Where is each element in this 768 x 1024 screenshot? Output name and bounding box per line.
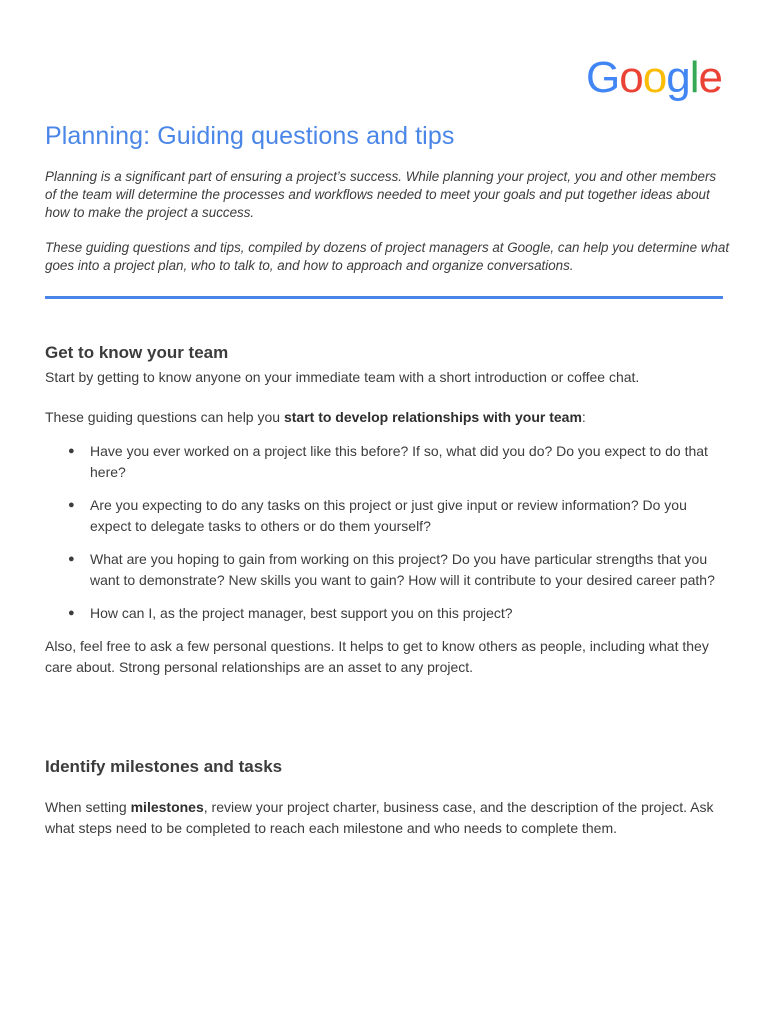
list-item-text: What are you hoping to gain from working on this project? Do you have particular strengths that you want to demonstrate? New skills you want to gain? How will it contribute to your desired career path? xyxy=(90,551,715,588)
body-paragraph xyxy=(45,797,730,839)
text-span: When setting xyxy=(45,799,131,815)
section-heading: Identify milestones and tasks xyxy=(45,757,283,776)
list-item-text: Are you expecting to do any tasks on this project or just give input or review information? Do you expect to delegate tasks to others or do them yourself? xyxy=(90,497,687,534)
bullet-dot: ● xyxy=(68,499,75,511)
page-title: Planning: Guiding questions and tips xyxy=(45,122,455,150)
text-span: These guiding questions can help you xyxy=(45,409,284,425)
logo-letter: l xyxy=(689,53,699,102)
list-item-text: How can I, as the project manager, best support you on this project? xyxy=(90,605,513,621)
bold-text: milestones xyxy=(130,799,204,815)
bullet-dot: ● xyxy=(68,445,75,457)
section-divider xyxy=(45,296,723,299)
body-paragraph: Start by getting to know anyone on your immediate team with a short introduction or coffee chat. xyxy=(45,369,640,385)
list-item-text: Have you ever worked on a project like this before? If so, what did you do? Do you expect to do that here? xyxy=(90,443,708,480)
bullet-dot: ● xyxy=(68,607,75,619)
body-paragraph xyxy=(45,407,730,428)
bold-text: start to develop relationships with your team xyxy=(283,409,582,425)
google-logo xyxy=(586,53,722,102)
intro-paragraph: These guiding questions and tips, compiled by dozens of project managers at Google, can help you determine what goes into a project plan, who to talk to, and how to approach and organize conversations. xyxy=(45,240,730,273)
text-span: : xyxy=(581,409,586,425)
logo-letter: G xyxy=(586,53,620,102)
section-heading: Get to know your team xyxy=(45,343,229,362)
body-paragraph: Also, feel free to ask a few personal questions. It helps to get to know others as people, including what they care about. Strong personal relationships are an asset to any project. xyxy=(45,638,709,675)
logo-letter: e xyxy=(698,53,722,102)
text-span: , review your project charter, business case, and the description of the project. Ask what steps need to be completed to reach each milestone and who needs to complete them. xyxy=(45,799,714,836)
bullet-dot: ● xyxy=(68,553,75,565)
intro-paragraph: Planning is a significant part of ensuring a project’s success. While planning your project, you and other members of the team will determine the processes and workflows needed to meet your goals and put together ideas about how to make the project a success. xyxy=(45,169,717,220)
logo-letter: g xyxy=(666,53,690,102)
logo-letter: o xyxy=(619,53,643,102)
logo-letter: o xyxy=(642,53,667,102)
